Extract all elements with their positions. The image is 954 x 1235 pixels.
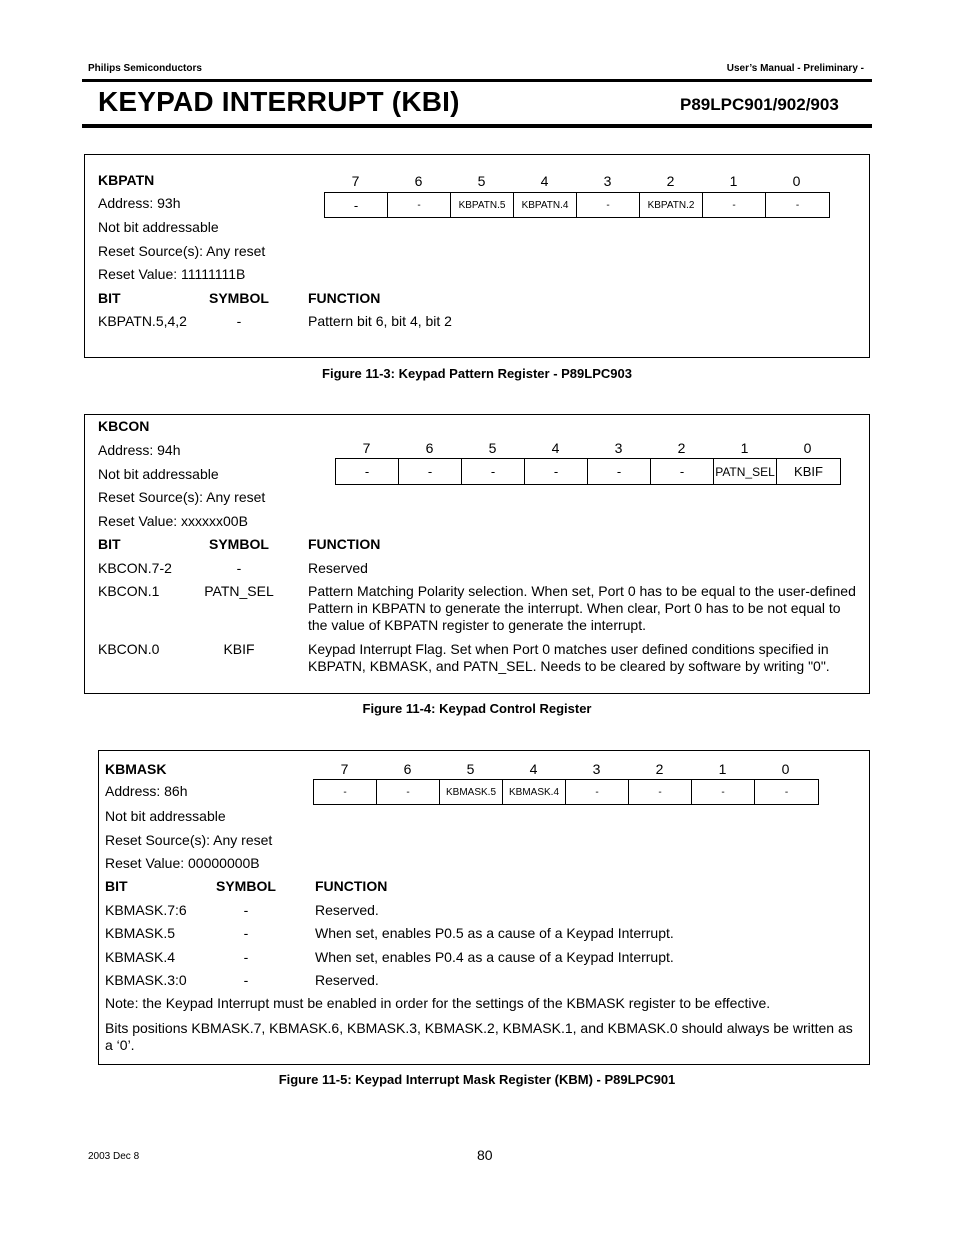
register-reset-value: Reset Value: 11111111B	[98, 266, 246, 282]
row-symbol: -	[243, 972, 249, 988]
note-text: Bits positions KBMASK.7, KBMASK.6, KBMASK.3, KBMASK.2, KBMASK.1, and KBMASK.0 should always be written as a ‘0’.	[105, 1020, 853, 1053]
bit-cell: KBMASK.5	[440, 780, 503, 804]
bit-field-row	[313, 779, 819, 805]
bit-number-row	[313, 761, 817, 777]
bit-number: 3	[603, 173, 612, 189]
figure-caption: Figure 11-4: Keypad Control Register	[362, 701, 592, 716]
row-function: Reserved	[308, 560, 368, 576]
row-bit: KBMASK.7:6	[105, 902, 187, 918]
bit-number: 0	[781, 761, 790, 777]
bit-number: 4	[551, 440, 560, 456]
bit-cell: PATN_SEL	[714, 459, 777, 484]
row-bit: KBMASK.5	[105, 925, 176, 941]
bit-number: 4	[540, 173, 549, 189]
bit-number: 5	[488, 440, 497, 456]
row-symbol: -	[236, 313, 242, 329]
row-bit: KBPATN.5,4,2	[98, 313, 187, 329]
row-function: Keypad Interrupt Flag. Set when Port 0 matches user defined conditions specified in KBPATN, KBMASK, and PATN_SEL. Needs to be cleared by software by writing "0".	[308, 641, 830, 674]
col-symbol-header: SYMBOL	[209, 536, 269, 552]
bit-field-row	[324, 192, 830, 218]
register-name: KBCON	[98, 418, 150, 434]
col-function-header: FUNCTION	[308, 290, 381, 306]
figure-caption: Figure 11-5: Keypad Interrupt Mask Register (KBM) - P89LPC901	[278, 1072, 676, 1087]
bit-cell: KBMASK.4	[503, 780, 566, 804]
register-reset-value: Reset Value: xxxxxx00B	[98, 513, 248, 529]
bit-number: 4	[529, 761, 538, 777]
company-name: Philips Semiconductors	[88, 63, 202, 74]
bit-cell: -	[692, 780, 755, 804]
register-address: Address: 86h	[105, 783, 188, 799]
register-addressable: Not bit addressable	[98, 466, 219, 482]
bit-cell: -	[325, 193, 388, 217]
bit-number: 6	[425, 440, 434, 456]
register-addressable: Not bit addressable	[105, 808, 226, 824]
bit-field-row	[335, 458, 841, 485]
bit-number: 6	[403, 761, 412, 777]
bit-cell: -	[336, 459, 399, 484]
row-bit: KBCON.7-2	[98, 560, 172, 576]
bit-cell: -	[566, 780, 629, 804]
bit-number: 6	[414, 173, 423, 189]
bit-cell: -	[588, 459, 651, 484]
bit-number: 7	[351, 173, 360, 189]
register-reset-source: Reset Source(s): Any reset	[98, 243, 266, 259]
bit-cell: -	[399, 459, 462, 484]
bit-cell: -	[525, 459, 588, 484]
row-function: Reserved.	[315, 902, 379, 918]
row-symbol: -	[243, 902, 249, 918]
bit-number: 7	[362, 440, 371, 456]
bit-number: 2	[666, 173, 675, 189]
row-symbol: KBIF	[223, 641, 255, 657]
bit-number: 3	[614, 440, 623, 456]
bit-cell: -	[651, 459, 714, 484]
bit-cell: -	[795, 199, 800, 211]
row-bit: KBCON.0	[98, 641, 160, 657]
bit-number-row	[324, 173, 828, 189]
register-reset-source: Reset Source(s): Any reset	[98, 489, 266, 505]
row-function: Reserved.	[315, 972, 379, 988]
bit-number: 0	[803, 440, 812, 456]
figure-caption: Figure 11-3: Keypad Pattern Register - P89LPC903	[322, 366, 632, 381]
col-symbol-header: SYMBOL	[209, 290, 269, 306]
row-bit: KBMASK.4	[105, 949, 176, 965]
bit-number: 3	[592, 761, 601, 777]
bit-cell: KBPATN.2	[640, 193, 703, 217]
bit-number-row	[335, 440, 839, 456]
bit-cell: -	[703, 193, 766, 217]
row-bit: KBCON.1	[98, 583, 160, 599]
page-number: 80	[477, 1147, 493, 1163]
register-name: KBMASK	[105, 761, 167, 777]
register-address: Address: 94h	[98, 442, 181, 458]
footer-date: 2003 Dec 8	[88, 1151, 140, 1162]
bit-cell: KBPATN.5	[451, 193, 514, 217]
part-number: P89LPC901/902/903	[680, 95, 839, 114]
row-function: Pattern Matching Polarity selection. When set, Port 0 has to be equal to the user-defined Pattern in KBPATN to generate the interrupt. When clear, Port 0 has to be not equal to the value of KBPATN register to generate the interrupt.	[308, 583, 856, 633]
bit-number: 7	[340, 761, 349, 777]
bit-cell: -	[377, 780, 440, 804]
row-bit: KBMASK.3:0	[105, 972, 187, 988]
bit-number: 1	[718, 761, 727, 777]
row-function: When set, enables P0.4 as a cause of a Keypad Interrupt.	[315, 949, 674, 965]
row-function: Pattern bit 6, bit 4, bit 2	[308, 313, 452, 329]
bit-number: 2	[655, 761, 664, 777]
row-symbol: -	[243, 949, 249, 965]
register-reset-source: Reset Source(s): Any reset	[105, 832, 273, 848]
bit-number: 1	[740, 440, 749, 456]
bit-number: 5	[466, 761, 475, 777]
bit-number: 1	[729, 173, 738, 189]
bit-cell: -	[462, 459, 525, 484]
bit-cell: -	[577, 193, 640, 217]
row-symbol: PATN_SEL	[204, 583, 274, 599]
manual-label: User’s Manual - Preliminary -	[726, 63, 864, 74]
col-function-header: FUNCTION	[315, 878, 388, 894]
register-addressable: Not bit addressable	[98, 219, 219, 235]
bit-cell: KBPATN.4	[514, 193, 577, 217]
col-bit-header: BIT	[98, 536, 121, 552]
register-kbcon	[84, 414, 870, 694]
bit-cell: -	[314, 780, 377, 804]
bit-cell: -	[784, 786, 789, 798]
bit-cell: -	[388, 193, 451, 217]
row-symbol: -	[236, 560, 242, 576]
register-kbmask	[98, 750, 870, 1065]
bit-number: 2	[677, 440, 686, 456]
note-text: Note: the Keypad Interrupt must be enabled in order for the settings of the KBMASK register to be effective.	[105, 995, 771, 1011]
register-name: KBPATN	[98, 172, 155, 188]
col-bit-header: BIT	[98, 290, 121, 306]
header-rule-top	[82, 79, 872, 82]
bit-number: 5	[477, 173, 486, 189]
register-reset-value: Reset Value: 00000000B	[105, 855, 260, 871]
register-kbpatn	[84, 154, 870, 358]
col-function-header: FUNCTION	[308, 536, 381, 552]
col-bit-header: BIT	[105, 878, 128, 894]
register-address: Address: 93h	[98, 195, 181, 211]
col-symbol-header: SYMBOL	[216, 878, 276, 894]
row-symbol: -	[243, 925, 249, 941]
header-rule-bottom	[82, 124, 872, 128]
page-title: KEYPAD INTERRUPT (KBI)	[98, 86, 460, 117]
bit-cell: KBIF	[794, 464, 823, 479]
row-function: When set, enables P0.5 as a cause of a Keypad Interrupt.	[315, 925, 674, 941]
bit-number: 0	[792, 173, 801, 189]
bit-cell: -	[629, 780, 692, 804]
